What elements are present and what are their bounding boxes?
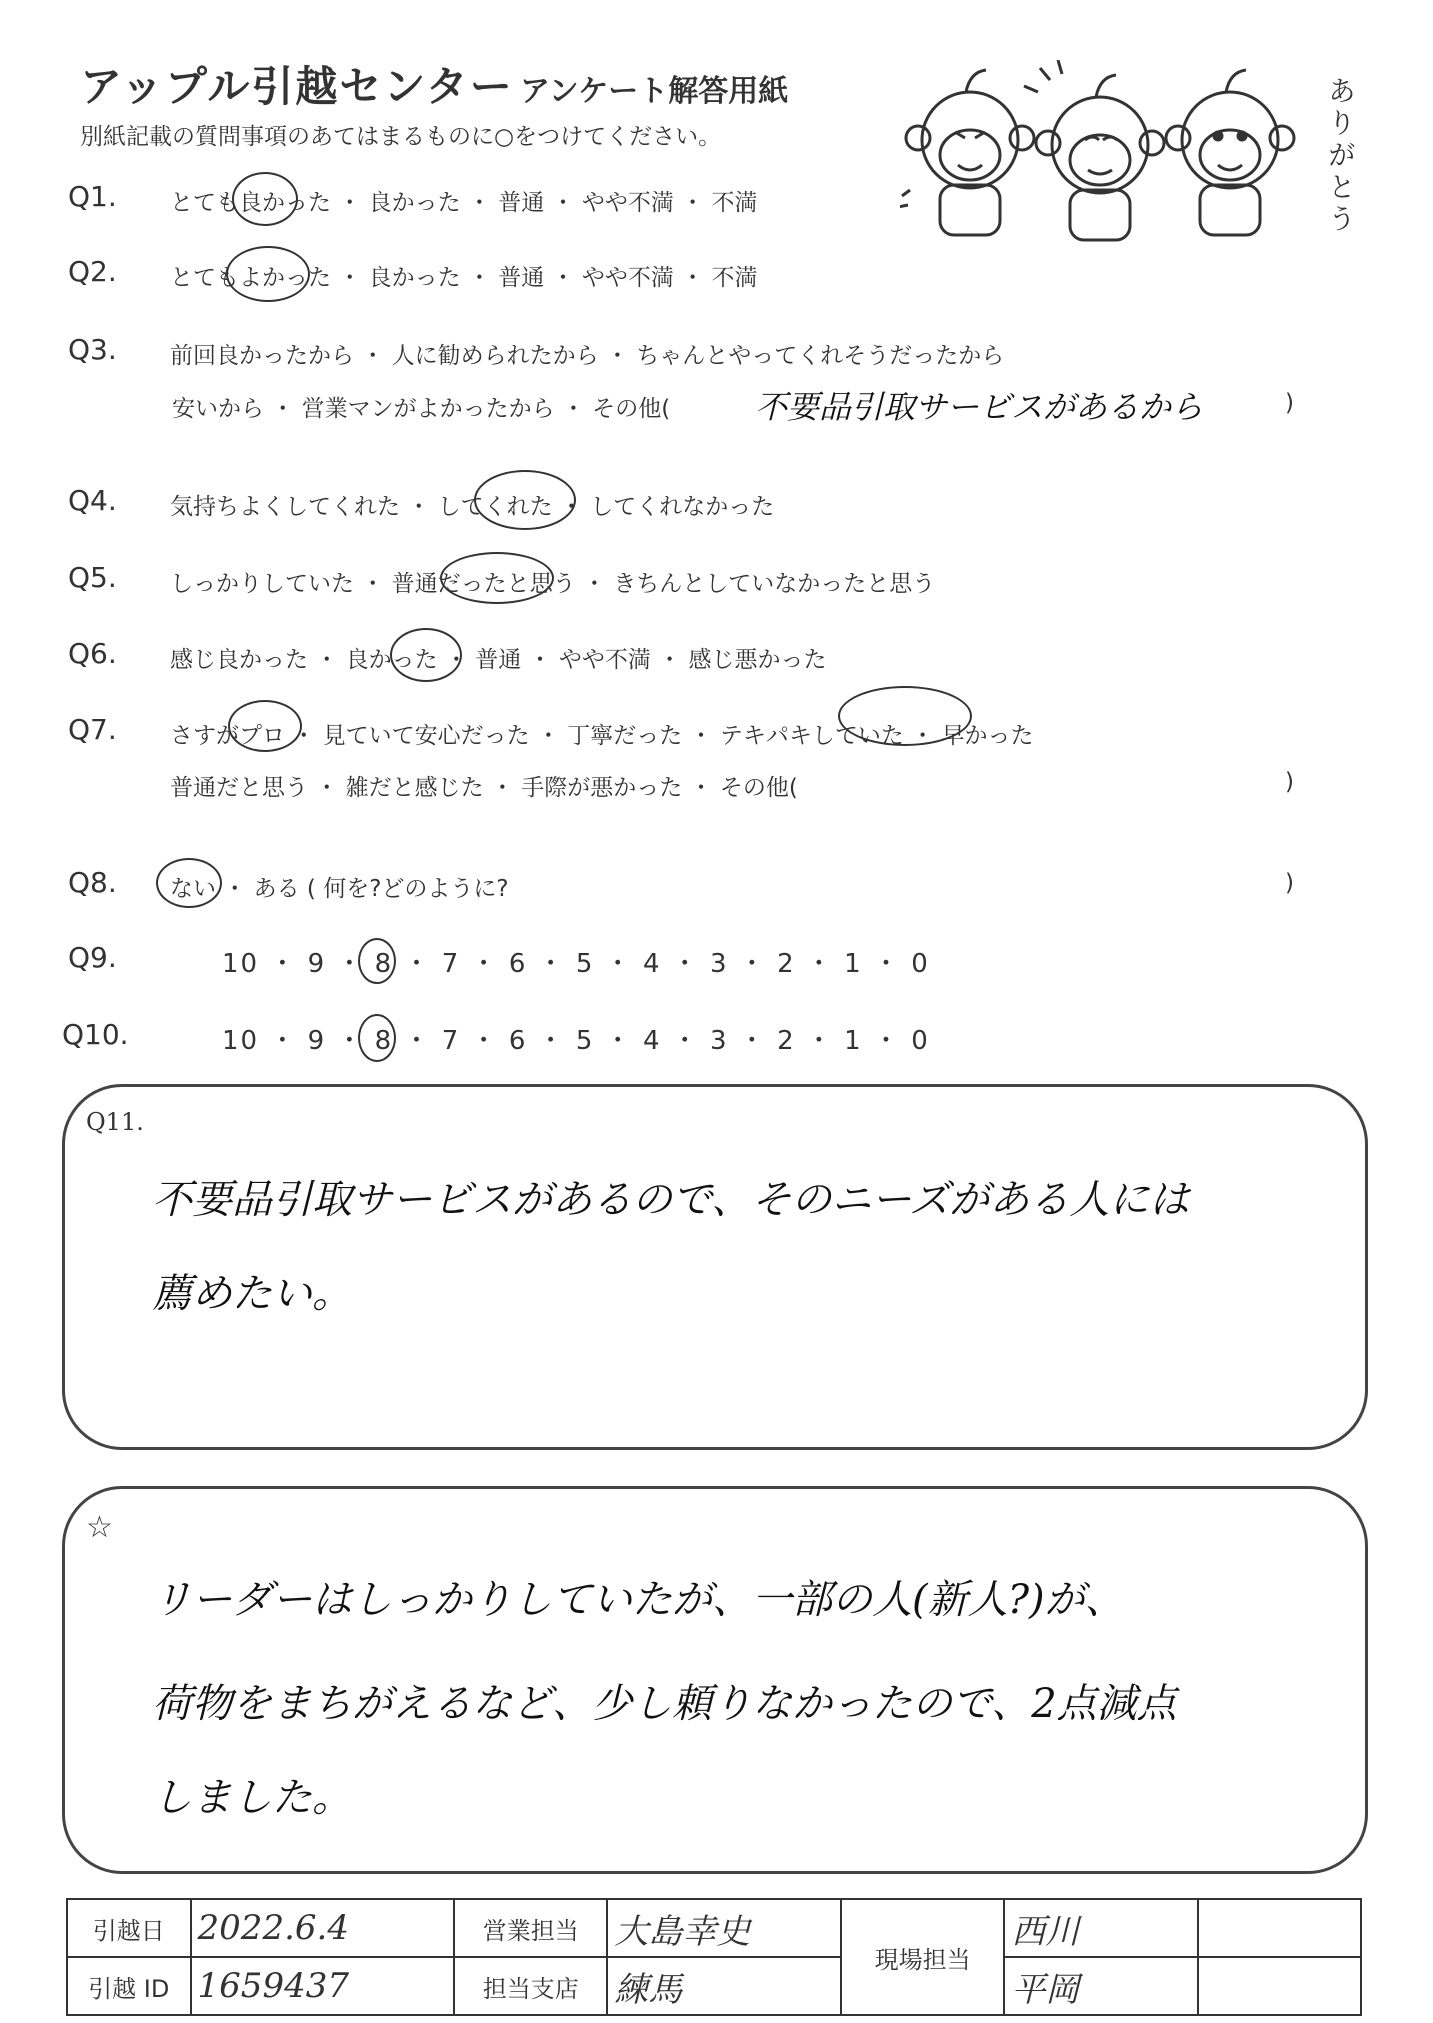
footer-info-table	[66, 1898, 1362, 2016]
q8-circle-mark	[156, 858, 222, 908]
q3-number: Q3.	[68, 333, 117, 366]
move-id-value: 1659437	[191, 1957, 454, 2015]
branch-label: 担当支店	[454, 1957, 607, 2015]
q3-handwritten-other: 不要品引取サービスがあるから	[755, 388, 1204, 426]
q2-number: Q2.	[68, 255, 117, 288]
q11-comment-line1: 不要品引取サービスがあるので、そのニーズがある人には	[152, 1177, 1190, 1223]
sales-value: 大島幸史	[607, 1899, 841, 1957]
q5-circle-mark	[440, 552, 554, 604]
q9-scale: 10 ・ 9 ・ 8 ・ 7 ・ 6 ・ 5 ・ 4 ・ 3 ・ 2 ・ 1 ・ 0	[222, 949, 930, 979]
move-date-value: 2022.6.4	[191, 1899, 454, 1957]
q11-label: Q11.	[86, 1108, 144, 1136]
q4-circle-mark	[474, 470, 576, 530]
q5-number: Q5.	[68, 561, 117, 594]
q5-options: しっかりしていた ・ 普通だったと思う ・ きちんとしていなかったと思う	[170, 571, 936, 597]
q7-options-line2: 普通だと思う ・ 雑だと感じた ・ 手際が悪かった ・ その他(	[170, 775, 798, 801]
q4-options: 気持ちよくしてくれた ・ してくれた ・ してくれなかった	[170, 494, 775, 520]
q1-circle-mark	[232, 172, 298, 226]
q3-options-line2: 安いから ・ 営業マンがよかったから ・ その他(	[172, 396, 671, 422]
footer-empty-cell-2	[1198, 1957, 1361, 2015]
q11-comment-line2: 薦めたい。	[152, 1271, 352, 1317]
company-title: アップル引越センター	[80, 62, 514, 111]
q7-circle-mark-1	[228, 700, 302, 752]
site-label: 現場担当	[841, 1899, 1004, 2015]
q8-close-paren: )	[1285, 870, 1294, 896]
move-date-label: 引越日	[67, 1899, 191, 1957]
star-comment-line3: しました。	[152, 1775, 352, 1821]
monkey-mascots-illustration	[900, 60, 1330, 250]
q7-number: Q7.	[68, 713, 117, 746]
footer-empty-cell-1	[1198, 1899, 1361, 1957]
q9-number: Q9.	[68, 941, 117, 974]
site-value-2: 平岡	[1004, 1957, 1197, 2015]
sales-label: 営業担当	[454, 1899, 607, 1957]
q4-number: Q4.	[68, 484, 117, 517]
q6-circle-mark	[390, 628, 462, 682]
q3-options-line1: 前回良かったから ・ 人に勧められたから ・ ちゃんとやってくれそうだったから	[170, 343, 1005, 369]
q1-number: Q1.	[68, 180, 117, 213]
star-comment-line1: リーダーはしっかりしていたが、一部の人(新人?)が、	[152, 1577, 1125, 1623]
q6-number: Q6.	[68, 637, 117, 670]
q3-close-paren: )	[1285, 390, 1294, 416]
star-label: ☆	[86, 1510, 113, 1545]
q8-options: ない ・ ある ( 何を?どのように?	[170, 876, 509, 902]
q2-circle-mark	[226, 246, 310, 302]
q7-options-line1: さすがプロ ・ 見ていて安心だった ・ 丁寧だった ・ テキパキしていた ・ 早かった	[170, 723, 1034, 749]
branch-value: 練馬	[607, 1957, 841, 2015]
move-id-label: 引越 ID	[67, 1957, 191, 2015]
instruction-text: 別紙記載の質問事項のあてはまるものに○をつけてください。	[80, 124, 722, 150]
q2-options: とてもよかった ・ 良かった ・ 普通 ・ やや不満 ・ 不満	[170, 265, 758, 291]
q10-number: Q10.	[62, 1018, 129, 1051]
q10-scale: 10 ・ 9 ・ 8 ・ 7 ・ 6 ・ 5 ・ 4 ・ 3 ・ 2 ・ 1 ・ 0	[222, 1026, 930, 1056]
thanks-text: ありがとう	[1324, 76, 1357, 236]
q1-options: とても良かった ・ 良かった ・ 普通 ・ やや不満 ・ 不満	[170, 190, 758, 216]
q8-number: Q8.	[68, 866, 117, 899]
q6-options: 感じ良かった ・ 良かった ・ 普通 ・ やや不満 ・ 感じ悪かった	[170, 647, 827, 673]
star-comment-line2: 荷物をまちがえるなど、少し頼りなかったので、2点減点	[152, 1681, 1177, 1727]
site-value-1: 西川	[1004, 1899, 1197, 1957]
q9-circle-mark	[358, 938, 396, 984]
q10-circle-mark	[358, 1014, 396, 1062]
form-subtitle: アンケート解答用紙	[520, 74, 789, 109]
q7-close-paren: )	[1285, 769, 1294, 795]
q7-circle-mark-2	[838, 686, 972, 746]
